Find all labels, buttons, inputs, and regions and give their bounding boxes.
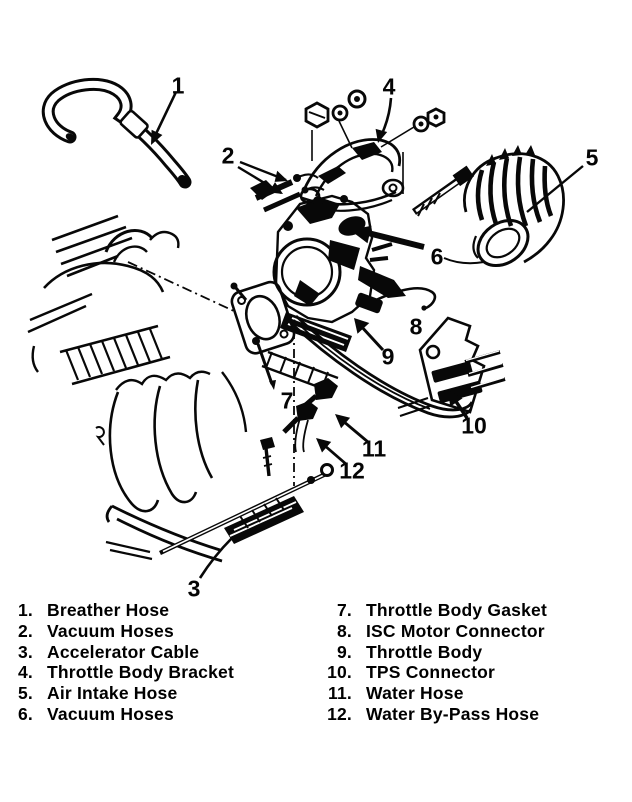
- legend-item-3: [0, 642, 300, 663]
- legend-item-11: [312, 683, 632, 704]
- callout-1: 1: [171, 72, 185, 99]
- legend-item-6: [0, 704, 300, 725]
- legend-item-label: Vacuum Hoses: [47, 703, 174, 724]
- legend-item-label: Air Intake Hose: [47, 683, 178, 704]
- legend-item-number: 8.: [337, 620, 352, 641]
- legend-item-number: 3.: [18, 641, 33, 662]
- callout-5: 5: [585, 144, 599, 171]
- legend-item-9: [312, 642, 632, 663]
- legend-item-12: [312, 704, 632, 725]
- legend-item-number: 2.: [18, 620, 33, 641]
- callout-3: 3: [187, 575, 201, 602]
- callout-10: 10: [461, 412, 487, 439]
- legend-item-number: 10.: [327, 662, 352, 683]
- legend-item-label: Water Hose: [366, 683, 464, 704]
- legend-item-number: 7.: [337, 600, 352, 620]
- legend-item-label: TPS Connector: [366, 662, 495, 683]
- legend-item-1: [0, 600, 300, 621]
- callout-7: 7: [280, 387, 294, 414]
- callout-2: 2: [221, 142, 235, 169]
- legend-item-10: [312, 662, 632, 683]
- legend-item-number: 4.: [18, 662, 33, 683]
- legend-item-label: Breather Hose: [47, 600, 170, 620]
- legend-item-number: 6.: [18, 703, 33, 724]
- callout-8: 8: [409, 313, 423, 340]
- callout-1-arrow: [151, 92, 176, 145]
- legend-item-number: 9.: [337, 641, 352, 662]
- legend-item-7: [312, 600, 632, 621]
- legend-item-label: Throttle Body: [366, 641, 483, 662]
- legend-item-2: [0, 621, 300, 642]
- legend-item-label: Vacuum Hoses: [47, 620, 174, 641]
- callout-9-arrow: [354, 318, 383, 350]
- legend-item-label: Accelerator Cable: [47, 641, 200, 662]
- legend-left-column: [0, 600, 300, 725]
- legend-item-number: 11.: [328, 683, 352, 704]
- legend-item-4: [0, 662, 300, 683]
- legend-item-number: 5.: [18, 683, 33, 704]
- air-intake-hose: [464, 145, 563, 275]
- callout-11: 11: [361, 435, 387, 462]
- legend-item-label: ISC Motor Connector: [366, 620, 545, 641]
- legend-item-5: [0, 683, 300, 704]
- legend-item-label: Water By-Pass Hose: [366, 703, 540, 724]
- legend-item-label: Throttle Body Bracket: [47, 662, 235, 683]
- callout-4: 4: [382, 73, 396, 100]
- callout-6: 6: [430, 243, 444, 270]
- accelerator-cable: [160, 437, 333, 553]
- legend-item-label: Throttle Body Gasket: [366, 600, 547, 620]
- legend-item-8: [312, 621, 632, 642]
- legend-item-number: 12.: [327, 703, 352, 724]
- legend-right-column: [312, 600, 632, 725]
- isc-motor-connector: [354, 288, 434, 314]
- callout-12: 12: [339, 457, 365, 484]
- legend-item-number: 1.: [18, 600, 33, 620]
- callout-4-arrow: [376, 98, 391, 143]
- callout-9: 9: [381, 343, 395, 370]
